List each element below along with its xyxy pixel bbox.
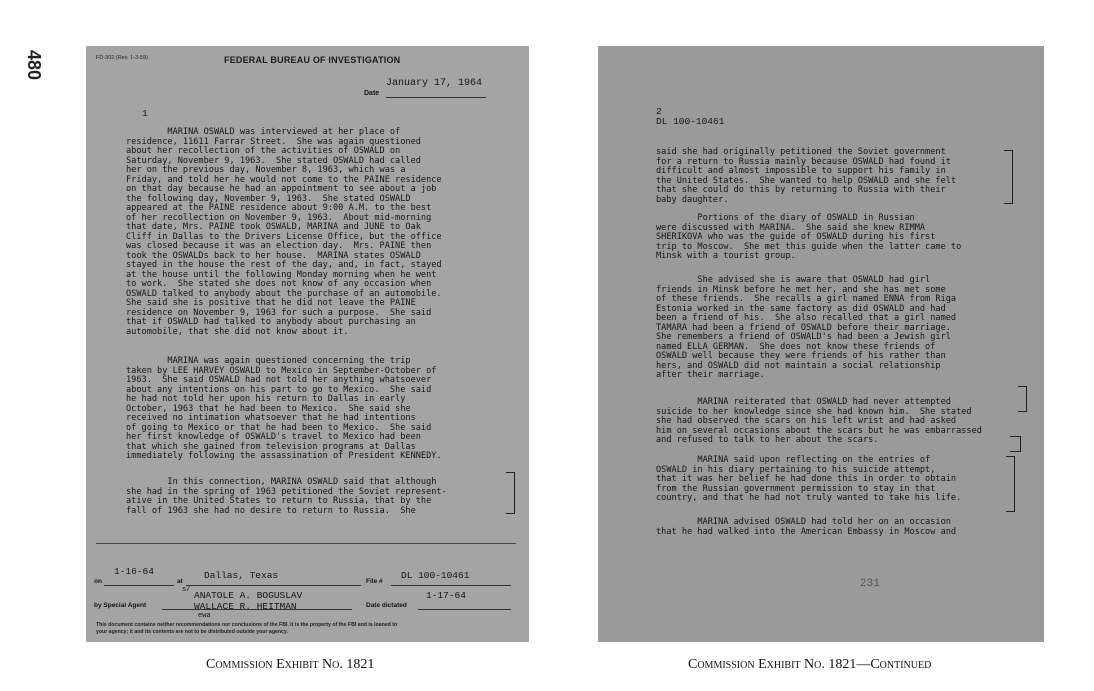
file-reference: DL 100-10461: [656, 116, 725, 127]
on-line: [104, 585, 174, 586]
disclaimer-line-1: This document contains neither recommendations nor conclusions of the FBI. It is the property of the FBI and is loaned to: [96, 622, 398, 628]
document-page-right: [598, 46, 1044, 642]
date-label: Date: [364, 90, 380, 97]
file-line: [391, 585, 511, 586]
paragraph-4: MARINA reiterated that OSWALD had never attempted suicide to her knowledge since she had known him. She stated she had observed the scars on his left wrist and had asked him on several occasions about the scars but he was embarrassed and refused to talk to her about the scars.: [656, 397, 982, 445]
file-label: File #: [366, 578, 383, 585]
agent-name-2: WALLACE R. HEITMAN: [194, 601, 297, 612]
at-line: [186, 585, 361, 586]
paragraph-3: She advised she is aware that OSWALD had girl friends in Minsk before he met her, and she has met some of these friends. She recalls a girl named ENNA from Riga Estonia worked in the same factory as did OSWALD and had been a friend of his. She also recalled that a girl named TAMARA had been a friend of OSWALD before their marriage. She remembers a friend of OSWALD's had been a Jewish girl named ELLA GERMAN. She does not know these friends of OSWALD well because they were friends of his rather than hers, and OSWALD did not maintain a social relationship after their marriage.: [656, 275, 957, 380]
paragraph-2: MARINA was again questioned concerning the trip taken by LEE HARVEY OSWALD to Mexico in September-October of 1963. She said OSWALD had not told her anything whatsoever about any intentions on his part to go to Mexico. She said he had not told her upon his return to Dallas in early October, 1963 that he had been to Mexico. She said she received no intimation whatsoever that he had intentions of going to Mexico or that he had been to Mexico. She said her first knowledge of OSWALD's travel to Mexico had been that which she gained from television programs at Dallas immediately following the assassination of President KENNEDY.: [126, 356, 442, 461]
margin-bracket: [1004, 150, 1013, 204]
page-number: 1: [142, 108, 148, 119]
agent-marks: s/: [182, 586, 191, 594]
form-number: FD-302 (Rev. 1-3-59): [96, 55, 148, 61]
interview-location: Dallas, Texas: [204, 570, 279, 581]
fbi-header: FEDERAL BUREAU OF INVESTIGATION: [224, 55, 401, 65]
paragraph-5: MARINA said upon reflecting on the entries of OSWALD in his diary pertaining to his suicide attempt, that it was her belief he had done this in order to obtain from the Russian government permission to stay in that country, and that he had not truly wanted to take his life.: [656, 455, 962, 503]
file-number: DL 100-10461: [401, 570, 470, 581]
dictated-date: 1-17-64: [426, 590, 466, 601]
paragraph-2: Portions of the diary of OSWALD in Russian were discussed with MARINA. She said she knew RIMMA SHERIKOVA who was the guide of OSWALD during his first trip to Moscow. She met this guide when the latter came to Minsk with a tourist group.: [656, 213, 962, 261]
paragraph-1: said she had originally petitioned the Soviet government for a return to Russia mainly because OSWALD had found it difficult and almost impossible to support his family in the United States. She wanted to help OSWALD and she felt that she could do this by returning to Russia with their baby daughter.: [656, 147, 957, 205]
dictated-line: [418, 609, 511, 610]
agent-label: by Special Agent: [94, 602, 147, 609]
margin-page-number: 480: [24, 50, 44, 81]
agent-initials: ewa: [198, 612, 211, 620]
margin-bracket: [1010, 436, 1021, 452]
margin-bracket: [506, 472, 515, 514]
at-label: at: [177, 578, 183, 585]
paragraph-6: MARINA advised OSWALD had told her on an occasion that he had walked into the American Embassy in Moscow and: [656, 517, 957, 537]
caption-right: Commission Exhibit No. 1821—Continued: [688, 657, 932, 672]
dictated-label: Date dictated: [366, 602, 407, 609]
date-line: [386, 97, 486, 98]
interview-date: 1-16-64: [114, 566, 154, 577]
paragraph-1: MARINA OSWALD was interviewed at her place of residence, 11611 Farrar Street. She was again questioned about her recollection of the activities of OSWALD on Saturday, November 9, 1963. She stated OSWALD had called her on the previous day, November 8, 1963, which was a Friday, and told her he would not come to the PAINE residence on that day because he had an appointment to see about a job the following day, November 9, 1963. She stated OSWALD appeared at the PAINE residence about 9:00 A.M. to the best of her recollection on November 9, 1963. About mid-morning that date, Mrs. PAINE took OSWALD, MARINA and JUNE to Oak Cliff in Dallas to the Drivers License Office, but the office was closed because it was an election day. Mrs. PAINE then took the OSWALDs back to her house. MARINA states OSWALD stayed in the house the rest of the day, and, in fact, stayed at the house until the following Monday morning when he went to work. She stated she does not know of any occasion when OSWALD talked to anybody about the purchase of an automobile. She said she is positive that he did not leave the PAINE residence on November 9, 1963 for such a purpose. She said that if OSWALD had talked to anybody about purchasing an automobile, that she did not know about it.: [126, 127, 442, 337]
report-date: January 17, 1964: [386, 78, 483, 89]
form-divider: [96, 543, 516, 544]
disclaimer-line-2: your agency; it and its contents are not to be distributed outside your agency.: [96, 629, 288, 635]
agent-line: [162, 609, 352, 610]
page-number: 2: [656, 106, 662, 117]
margin-bracket: [1006, 456, 1015, 512]
document-page-left: [86, 46, 529, 642]
agent-name-1: ANATOLE A. BOGUSLAV: [194, 590, 303, 601]
on-label: on: [94, 578, 102, 585]
margin-bracket: [1018, 386, 1027, 412]
page-stamp: 231: [860, 578, 880, 590]
paragraph-3: In this connection, MARINA OSWALD said that although she had in the spring of 1963 petitioned the Soviet represent- ative in the United States to return to Russia, that by the fall of 1963 she had no desire to return to Russia. She: [126, 477, 447, 516]
caption-left: Commission Exhibit No. 1821: [206, 657, 375, 672]
